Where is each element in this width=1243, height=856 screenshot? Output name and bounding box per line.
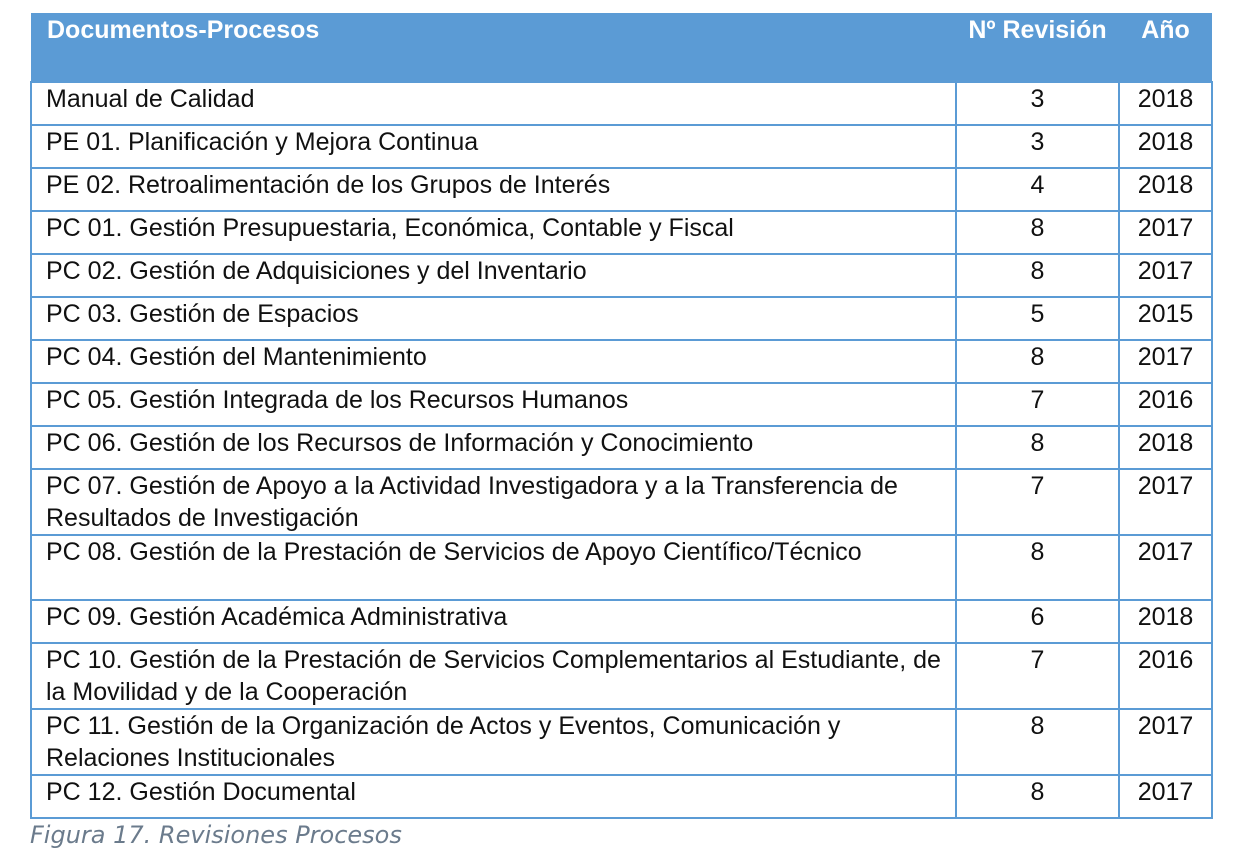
revision-number: 4 — [956, 168, 1119, 211]
table-row — [31, 643, 1212, 709]
table-row — [31, 82, 1212, 125]
revision-year: 2017 — [1119, 254, 1212, 297]
process-name: PC 12. Gestión Documental — [31, 775, 956, 818]
revision-number: 8 — [956, 775, 1119, 818]
process-name: PC 01. Gestión Presupuestaria, Económica, Contable y Fiscal — [31, 211, 956, 254]
process-name: PC 04. Gestión del Mantenimiento — [31, 340, 956, 383]
process-name: PC 05. Gestión Integrada de los Recursos Humanos — [31, 383, 956, 426]
revision-year: 2018 — [1119, 426, 1212, 469]
revision-year: 2017 — [1119, 775, 1212, 818]
table-row — [31, 469, 1212, 535]
header-revision: Nº Revisión — [956, 13, 1119, 82]
header-anio: Año — [1119, 13, 1212, 82]
revision-number: 8 — [956, 340, 1119, 383]
table-row — [31, 600, 1212, 643]
revision-number: 3 — [956, 125, 1119, 168]
revision-number: 8 — [956, 211, 1119, 254]
table-row — [31, 168, 1212, 211]
table-row — [31, 297, 1212, 340]
revision-number: 8 — [956, 535, 1119, 600]
process-name: PC 08. Gestión de la Prestación de Servicios de Apoyo Científico/Técnico — [31, 535, 956, 600]
revision-year: 2016 — [1119, 643, 1212, 709]
table-row — [31, 125, 1212, 168]
revision-number: 6 — [956, 600, 1119, 643]
table-row — [31, 709, 1212, 775]
table-body — [31, 82, 1212, 818]
table-row — [31, 383, 1212, 426]
table-header — [31, 13, 1212, 82]
header-documentos-procesos: Documentos-Procesos — [31, 13, 956, 82]
processes-table-container — [30, 13, 1211, 819]
process-name: PC 02. Gestión de Adquisiciones y del Inventario — [31, 254, 956, 297]
revision-year: 2017 — [1119, 535, 1212, 600]
process-name: PE 02. Retroalimentación de los Grupos de Interés — [31, 168, 956, 211]
revision-year: 2018 — [1119, 125, 1212, 168]
process-name: Manual de Calidad — [31, 82, 956, 125]
process-name: PC 09. Gestión Académica Administrativa — [31, 600, 956, 643]
revision-year: 2016 — [1119, 383, 1212, 426]
table-row — [31, 775, 1212, 818]
table-row — [31, 211, 1212, 254]
table-row — [31, 340, 1212, 383]
process-name: PC 03. Gestión de Espacios — [31, 297, 956, 340]
table-row — [31, 535, 1212, 600]
processes-table — [30, 13, 1213, 819]
revision-year: 2018 — [1119, 600, 1212, 643]
revision-number: 7 — [956, 469, 1119, 535]
revision-year: 2017 — [1119, 211, 1212, 254]
process-name: PC 06. Gestión de los Recursos de Información y Conocimiento — [31, 426, 956, 469]
table-row — [31, 254, 1212, 297]
revision-year: 2018 — [1119, 82, 1212, 125]
process-name: PC 11. Gestión de la Organización de Actos y Eventos, Comunicación y Relaciones Institucionales — [31, 709, 956, 775]
revision-number: 7 — [956, 643, 1119, 709]
process-name: PE 01. Planificación y Mejora Continua — [31, 125, 956, 168]
revision-year: 2017 — [1119, 709, 1212, 775]
revision-number: 8 — [956, 709, 1119, 775]
table-row — [31, 426, 1212, 469]
figure-caption: Figura 17. Revisiones Procesos — [30, 821, 402, 849]
process-name: PC 10. Gestión de la Prestación de Servicios Complementarios al Estudiante, de la Movilidad y de la Cooperación — [31, 643, 956, 709]
revision-year: 2017 — [1119, 469, 1212, 535]
revision-number: 3 — [956, 82, 1119, 125]
revision-year: 2017 — [1119, 340, 1212, 383]
revision-number: 5 — [956, 297, 1119, 340]
revision-number: 7 — [956, 383, 1119, 426]
revision-year: 2018 — [1119, 168, 1212, 211]
revision-number: 8 — [956, 426, 1119, 469]
revision-year: 2015 — [1119, 297, 1212, 340]
revision-number: 8 — [956, 254, 1119, 297]
process-name: PC 07. Gestión de Apoyo a la Actividad Investigadora y a la Transferencia de Resultados de Investigación — [31, 469, 956, 535]
header-row — [31, 13, 1212, 82]
